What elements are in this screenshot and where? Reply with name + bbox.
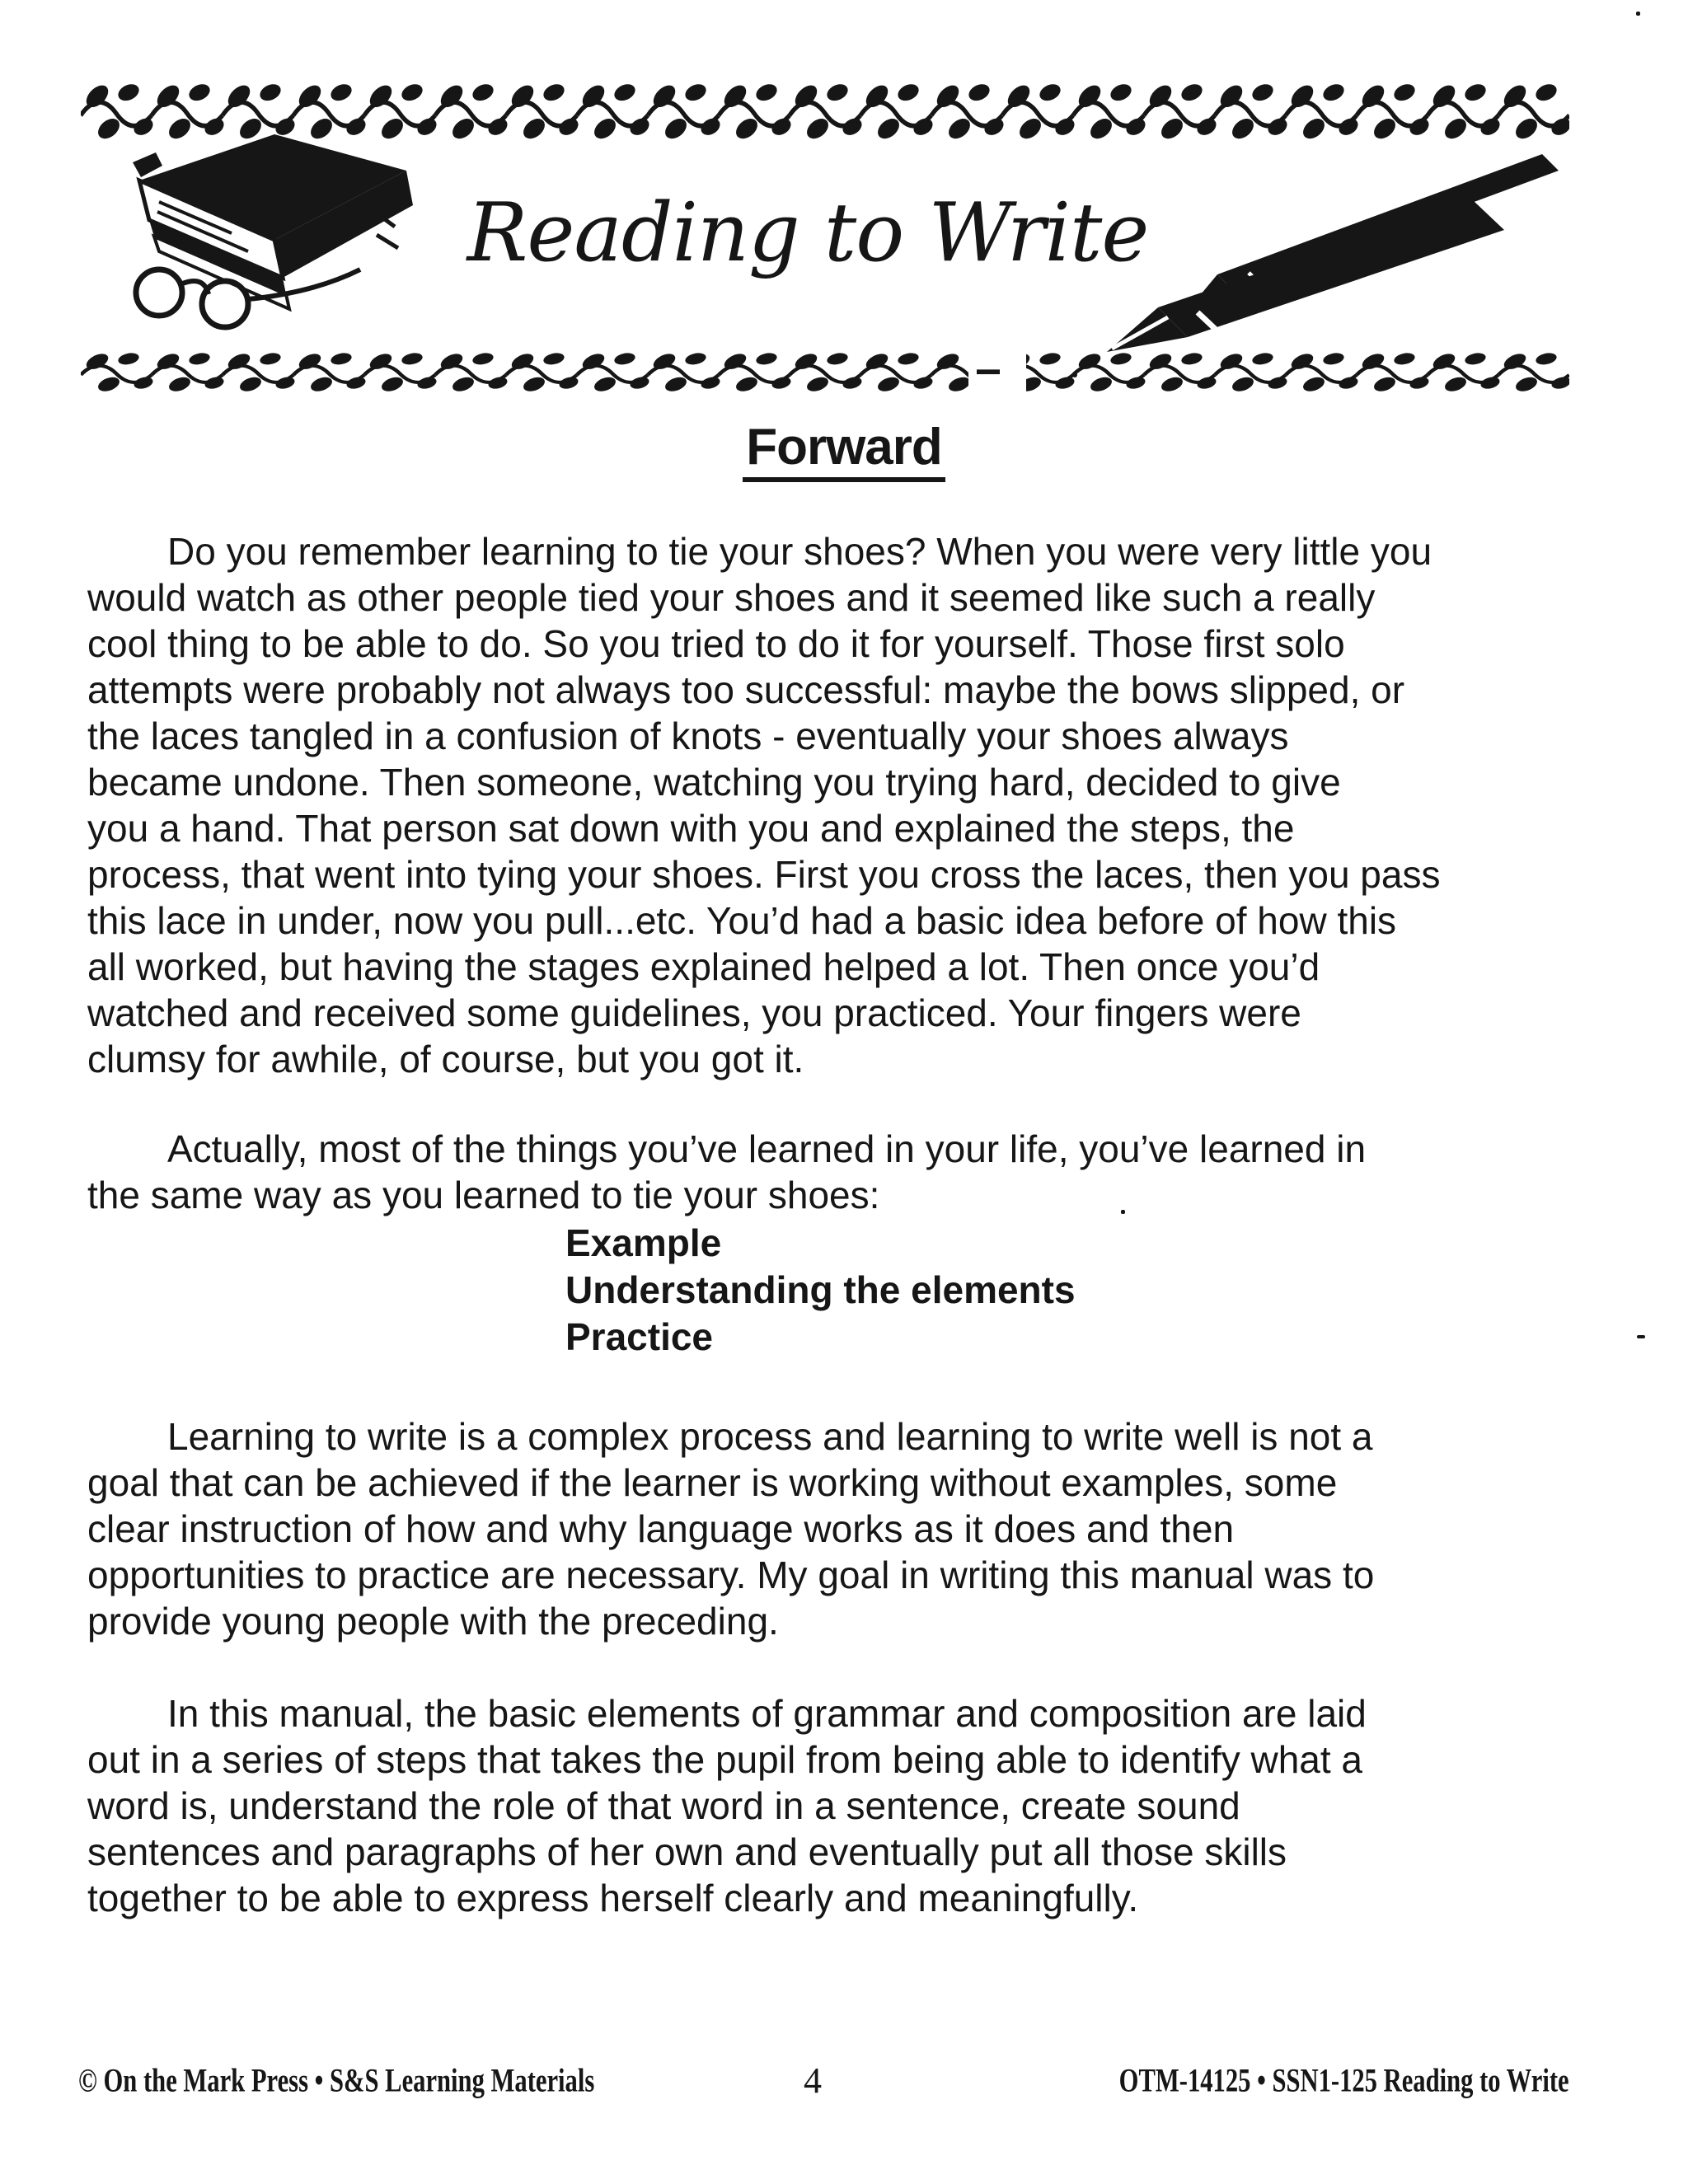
paragraph-line: opportunities to practice are necessary. My goal in writing this manual was to xyxy=(87,1554,1375,1596)
paragraph-line: In this manual, the basic elements of grammar and composition are laid xyxy=(167,1692,1367,1735)
paragraph-4 xyxy=(87,1690,1653,1921)
scan-speck xyxy=(1637,1335,1645,1338)
scan-speck xyxy=(1636,12,1640,16)
footer-copyright: © On the Mark Press • S&S Learning Materials xyxy=(78,2063,595,2099)
pens-icon xyxy=(1087,151,1561,354)
paragraph-line: watched and received some guidelines, you practiced. Your fingers were xyxy=(87,991,1301,1034)
paragraph-line: word is, understand the role of that word in a sentence, create sound xyxy=(87,1784,1240,1827)
page-banner-title: Reading to Write xyxy=(467,186,1149,280)
book-and-glasses-icon xyxy=(108,129,420,338)
paragraph-line: goal that can be achieved if the learner is working without examples, some xyxy=(87,1461,1338,1504)
paragraph-line: clumsy for awhile, of course, but you got it. xyxy=(87,1038,804,1080)
paragraph-line: would watch as other people tied your shoes and it seemed like such a really xyxy=(87,576,1376,619)
paragraph-line: Actually, most of the things you’ve learned in your life, you’ve learned in xyxy=(167,1127,1367,1170)
footer-product-code: OTM-14125 • SSN1-125 Reading to Write xyxy=(1119,2063,1569,2099)
paragraph-3 xyxy=(87,1413,1653,1644)
paragraph-line: out in a series of steps that takes the pupil from being able to identify what a xyxy=(87,1738,1363,1781)
paragraph-line: became undone. Then someone, watching you trying hard, decided to give xyxy=(87,761,1341,804)
paragraph-line: attempts were probably not always too successful: maybe the bows slipped, or xyxy=(87,668,1405,711)
paragraph-1 xyxy=(87,528,1653,1082)
paragraph-line: you a hand. That person sat down with you and explained the steps, the xyxy=(87,807,1295,850)
paragraph-line: clear instruction of how and why language works as it does and then xyxy=(87,1507,1235,1550)
vine-border-bottom-icon xyxy=(81,349,1569,392)
paragraph-line: Do you remember learning to tie your shoes? When you were very little you xyxy=(167,530,1432,573)
page-footer xyxy=(0,2054,1688,2107)
scan-speck xyxy=(1121,1210,1125,1214)
list-item: Example xyxy=(565,1221,722,1264)
scan-speck xyxy=(1072,373,1077,377)
list-item: Practice xyxy=(565,1315,714,1358)
paragraph-line: Learning to write is a complex process and learning to write well is not a xyxy=(167,1415,1373,1458)
paragraph-line: this lace in under, now you pull...etc. You’d had a basic idea before of how this xyxy=(87,899,1397,942)
footer-page-number: 4 xyxy=(804,2060,822,2101)
paragraph-line: process, that went into tying your shoes. First you cross the laces, then you pass xyxy=(87,853,1441,896)
paragraph-line: together to be able to express herself clearly and meaningfully. xyxy=(87,1877,1139,1919)
paragraph-line: all worked, but having the stages explained helped a lot. Then once you’d xyxy=(87,945,1320,988)
paragraph-line: cool thing to be able to do. So you tried to do it for yourself. Those first solo xyxy=(87,622,1345,665)
paragraph-line: sentences and paragraphs of her own and eventually put all those skills xyxy=(87,1830,1287,1873)
skills-list xyxy=(565,1220,1307,1361)
paragraph-line: the laces tangled in a confusion of knots - eventually your shoes always xyxy=(87,715,1289,757)
paragraph-2 xyxy=(87,1126,1653,1218)
paragraph-line: the same way as you learned to tie your shoes: xyxy=(87,1174,880,1216)
list-item: Understanding the elements xyxy=(565,1268,1076,1311)
paragraph-line: provide young people with the preceding. xyxy=(87,1600,779,1643)
section-heading-wrap xyxy=(0,420,1688,482)
section-heading: Forward xyxy=(743,420,945,482)
